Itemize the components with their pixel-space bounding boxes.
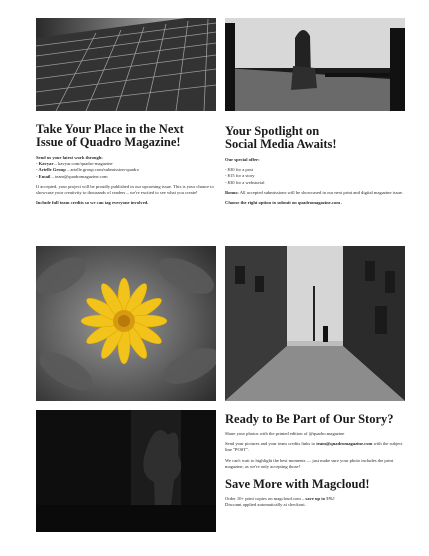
- link-email[interactable]: - Email – team@quadromagazine.com: [36, 173, 108, 179]
- col1-credits: Include full team credits so we can tag everyone involved.: [36, 200, 149, 206]
- bonus-text: Bonus: All accepted submissions will be showcased in our next print and digital magazine issue.: [225, 189, 403, 195]
- street-photo: [225, 18, 405, 111]
- building-photo: [36, 18, 216, 111]
- offer-post: - $30 for a post: [225, 167, 254, 173]
- col3-p4: Order 10+ print copies on magcloud.com – save up to 5%! Discount applied automatically at checkout.: [225, 496, 335, 508]
- choose-option[interactable]: Choose the right option to submit on quadromagazine.com .: [225, 200, 343, 206]
- offer-webstorial: - $30 for a webstorial: [225, 179, 265, 185]
- col1-text: [36, 123, 218, 206]
- col1-body: If accepted, your project will be proudly published in our upcoming issue. This is your chance to showcase your creativity to thousands of readers – we're excited to see what you create!: [36, 183, 214, 196]
- offer-story: - $15 for a story: [225, 173, 255, 179]
- alley-photo: [225, 246, 405, 401]
- col2-title: Your Spotlight on Social Media Awaits!: [225, 124, 337, 151]
- col3-p2: Send your pictures and your team credits links to team@quadromagazine.com with the subject line "POST".: [225, 441, 403, 453]
- flower-photo: [36, 246, 216, 401]
- dark-trees-photo: [36, 410, 216, 532]
- col3-title2: Save More with Magcloud!: [225, 477, 370, 492]
- send-heading: Send us your latest work through:: [36, 155, 103, 160]
- col1-title: Take Your Place in the Next Issue of Quadro Magazine!: [36, 122, 184, 149]
- offer-heading: Our special offer:: [225, 157, 260, 162]
- col3-title: Ready to Be Part of Our Story?: [225, 412, 394, 426]
- link-kavyar[interactable]: - Kavyar – kavyar.com/quadro-magazine: [36, 161, 113, 167]
- link-arielle[interactable]: - Arielle Group – arielle.group.com/submission-quadro: [36, 167, 140, 173]
- col2-text: [225, 125, 407, 206]
- col3-p3: We can't wait to highlight the best moments — just make sure your photo includes the print magazine, as we're only accepting those!: [225, 457, 394, 469]
- col3-p1: Share your photos with the printed edition of @quadro.magazine: [225, 431, 345, 436]
- col3-text: [225, 413, 407, 508]
